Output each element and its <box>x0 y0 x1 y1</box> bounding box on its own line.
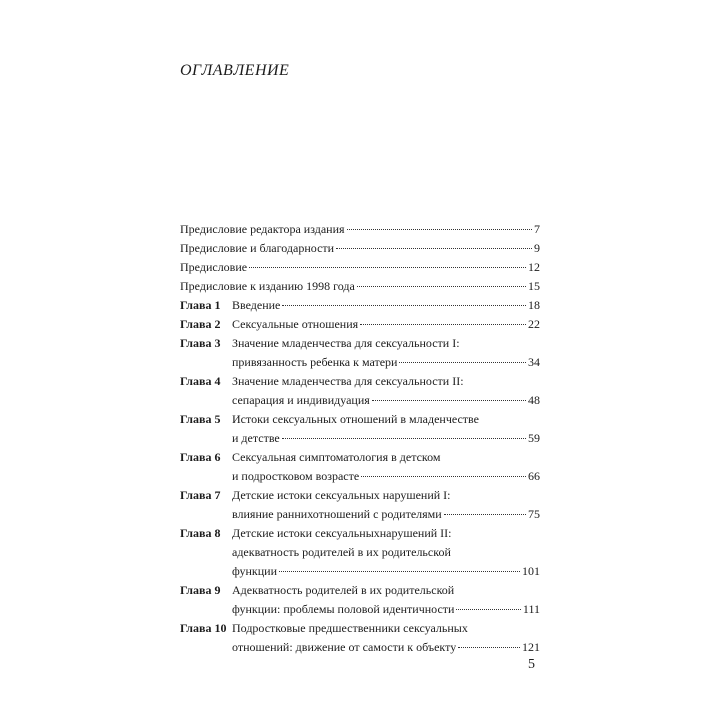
toc-page-number: 48 <box>528 393 540 407</box>
dot-leader <box>357 286 526 287</box>
chapter-label: Глава 3 <box>180 336 221 350</box>
chapter-title-line: Истоки сексуальных отношений в младенчестве <box>232 412 479 426</box>
chapter-title-line: и детстве <box>232 431 280 445</box>
chapter-title-line: Детские истоки сексуальныхнарушений II: <box>232 526 452 540</box>
dot-leader <box>360 324 526 325</box>
chapter-title-line: влияние раннихотношений с родителями <box>232 507 442 521</box>
toc-page-number: 9 <box>534 241 540 255</box>
dot-leader <box>399 362 526 363</box>
toc-page-number: 12 <box>528 260 540 274</box>
chapter-label: Глава 8 <box>180 526 221 540</box>
toc-page-number: 15 <box>528 279 540 293</box>
toc-entry <box>180 220 540 239</box>
toc-chapter <box>180 410 540 448</box>
dot-leader <box>282 305 526 306</box>
toc-page-number: 22 <box>528 317 540 331</box>
toc-page-number: 18 <box>528 298 540 312</box>
toc-entry-title: Предисловие <box>180 260 248 274</box>
chapter-title-line: Сексуальные отношения <box>232 317 359 331</box>
toc-page-number: 101 <box>522 564 540 578</box>
chapter-title-line: и подростковом возрасте <box>232 469 360 483</box>
chapter-title-line: адекватность родителей в их родительской <box>232 545 451 559</box>
toc-chapter <box>180 296 540 315</box>
chapter-title-line: Значение младенчества для сексуальности I: <box>232 336 460 350</box>
chapter-title-line: Введение <box>232 298 281 312</box>
toc-entry-title: Предисловие и благодарности <box>180 241 335 255</box>
toc-page-number: 34 <box>528 355 540 369</box>
toc-page-number: 111 <box>522 602 540 616</box>
chapter-label: Глава 9 <box>180 583 221 597</box>
chapter-title-line: Значение младенчества для сексуальности II: <box>232 374 464 388</box>
dot-leader <box>249 267 526 268</box>
dot-leader <box>282 438 526 439</box>
chapter-label: Глава 10 <box>180 621 227 635</box>
dot-leader <box>444 514 526 515</box>
dot-leader <box>458 647 520 648</box>
toc-page-number: 75 <box>528 507 540 521</box>
toc-chapter <box>180 372 540 410</box>
toc-entry-title: Предисловие к изданию 1998 года <box>180 279 355 293</box>
chapter-label: Глава 6 <box>180 450 221 464</box>
toc-entry-title: Предисловие редактора издания <box>180 222 345 236</box>
chapter-label: Глава 1 <box>180 298 221 312</box>
chapter-title-line: сепарация и индивидуация <box>232 393 370 407</box>
chapter-title-line: привязанность ребенка к матери <box>232 355 398 369</box>
dot-leader <box>372 400 526 401</box>
toc-entry <box>180 239 540 258</box>
toc-page-number: 121 <box>522 640 540 654</box>
toc-chapter <box>180 448 540 486</box>
toc-page-number: 59 <box>528 431 540 445</box>
chapter-title-line: Подростковые предшественники сексуальных <box>232 621 468 635</box>
toc-page-number: 7 <box>534 222 540 236</box>
toc-chapter <box>180 334 540 372</box>
toc-chapter <box>180 486 540 524</box>
table-of-contents <box>180 220 540 657</box>
chapter-label: Глава 5 <box>180 412 221 426</box>
dot-leader <box>347 229 532 230</box>
chapter-title-line: Сексуальная симптоматология в детском <box>232 450 441 464</box>
chapter-label: Глава 2 <box>180 317 221 331</box>
chapter-title-line: функции <box>232 564 277 578</box>
toc-entry <box>180 277 540 296</box>
chapter-title-line: Детские истоки сексуальных нарушений I: <box>232 488 451 502</box>
page-number: 5 <box>528 657 535 672</box>
dot-leader <box>336 248 532 249</box>
dot-leader <box>279 571 520 572</box>
toc-chapter <box>180 315 540 334</box>
chapter-title-line: Адекватность родителей в их родительской <box>232 583 455 597</box>
toc-chapter <box>180 524 540 581</box>
toc-chapter <box>180 619 540 657</box>
dot-leader <box>361 476 526 477</box>
chapter-label: Глава 4 <box>180 374 221 388</box>
page-title: ОГЛАВЛЕНИЕ <box>180 62 290 79</box>
chapter-title-line: функции: проблемы половой идентичности <box>232 602 455 616</box>
dot-leader <box>456 609 520 610</box>
chapter-title-line: отношений: движение от самости к объекту <box>232 640 457 654</box>
chapter-label: Глава 7 <box>180 488 221 502</box>
toc-page-number: 66 <box>528 469 540 483</box>
toc-entry <box>180 258 540 277</box>
toc-chapter <box>180 581 540 619</box>
